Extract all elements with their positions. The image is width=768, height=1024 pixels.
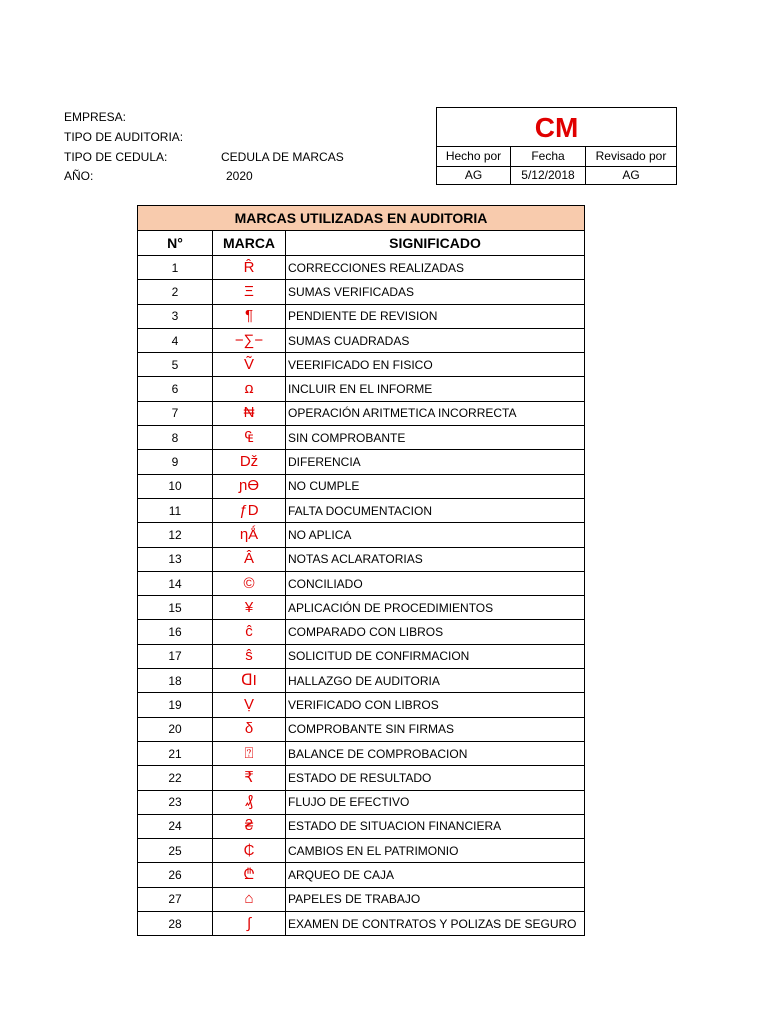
audit-mark-symbol: ⌂ <box>213 887 286 911</box>
audit-mark-symbol: −∑− <box>213 328 286 352</box>
row-number: 12 <box>138 523 213 547</box>
table-row <box>138 814 585 838</box>
row-number: 5 <box>138 353 213 377</box>
table-row <box>138 280 585 304</box>
audit-mark-symbol: ₵ <box>213 839 286 863</box>
anio-value: 2020 <box>226 169 253 183</box>
audit-mark-symbol: δ <box>213 717 286 741</box>
mark-meaning: EXAMEN DE CONTRATOS Y POLIZAS DE SEGURO <box>286 912 585 936</box>
audit-mark-symbol: ₰ <box>213 790 286 814</box>
table-row <box>138 547 585 571</box>
row-number: 15 <box>138 596 213 620</box>
row-number: 16 <box>138 620 213 644</box>
table-title: MARCAS UTILIZADAS EN AUDITORIA <box>138 206 585 231</box>
mark-meaning: PENDIENTE DE REVISION <box>286 304 585 328</box>
mark-meaning: APLICACIÓN DE PROCEDIMIENTOS <box>286 596 585 620</box>
mark-meaning: VEERIFICADO EN FISICO <box>286 353 585 377</box>
mark-meaning: SOLICITUD DE CONFIRMACION <box>286 644 585 668</box>
table-row <box>138 790 585 814</box>
marks-table <box>137 205 585 936</box>
mark-meaning: NO CUMPLE <box>286 474 585 498</box>
table-row <box>138 644 585 668</box>
row-number: 7 <box>138 401 213 425</box>
row-number: 13 <box>138 547 213 571</box>
hecho-por-value: AG <box>464 168 483 182</box>
table-row <box>138 304 585 328</box>
row-number: 22 <box>138 766 213 790</box>
mark-meaning: VERIFICADO CON LIBROS <box>286 693 585 717</box>
mark-meaning: PAPELES DE TRABAJO <box>286 887 585 911</box>
row-number: 9 <box>138 450 213 474</box>
mark-meaning: SUMAS CUADRADAS <box>286 328 585 352</box>
row-number: 25 <box>138 839 213 863</box>
mark-meaning: ESTADO DE SITUACION FINANCIERA <box>286 814 585 838</box>
tipo-auditoria-label: TIPO DE AUDITORIA: <box>64 130 184 144</box>
mark-meaning: BALANCE DE COMPROBACION <box>286 741 585 765</box>
row-number: 21 <box>138 741 213 765</box>
table-row <box>138 717 585 741</box>
mark-meaning: CAMBIOS EN EL PATRIMONIO <box>286 839 585 863</box>
audit-mark-symbol: R̂ <box>213 256 286 280</box>
row-number: 6 <box>138 377 213 401</box>
table-row <box>138 401 585 425</box>
table-row <box>138 426 585 450</box>
table-row <box>138 377 585 401</box>
fecha-value: 5/12/2018 <box>510 167 585 184</box>
mark-meaning: CORRECCIONES REALIZADAS <box>286 256 585 280</box>
revisado-por-value: AG <box>585 167 676 184</box>
row-number: 28 <box>138 912 213 936</box>
mark-meaning: FLUJO DE EFECTIVO <box>286 790 585 814</box>
row-number: 18 <box>138 669 213 693</box>
table-row <box>138 596 585 620</box>
table-row <box>138 741 585 765</box>
audit-mark-symbol: ƞǺ <box>213 523 286 547</box>
table-row <box>138 328 585 352</box>
audit-mark-symbol: Ṽ <box>213 353 286 377</box>
row-number: 27 <box>138 887 213 911</box>
mark-meaning: DIFERENCIA <box>286 450 585 474</box>
audit-mark-symbol: ĉ <box>213 620 286 644</box>
row-number: 23 <box>138 790 213 814</box>
row-number: 4 <box>138 328 213 352</box>
table-title-row <box>138 206 585 231</box>
mark-meaning: NOTAS ACLARATORIAS <box>286 547 585 571</box>
audit-mark-symbol: ᗡI <box>213 669 286 693</box>
table-row <box>138 474 585 498</box>
mark-meaning: ESTADO DE RESULTADO <box>286 766 585 790</box>
row-number: 19 <box>138 693 213 717</box>
audit-mark-symbol: ŝ <box>213 644 286 668</box>
tipo-cedula-label: TIPO DE CEDULA: <box>64 150 168 164</box>
audit-mark-symbol: Ξ <box>213 280 286 304</box>
col-header-marca: MARCA <box>213 231 286 256</box>
mark-meaning: INCLUIR EN EL INFORME <box>286 377 585 401</box>
audit-mark-symbol: ƒD <box>213 498 286 522</box>
row-number: 11 <box>138 498 213 522</box>
audit-mark-symbol: Â <box>213 547 286 571</box>
audit-mark-symbol: ¶ <box>213 304 286 328</box>
mark-meaning: NO APLICA <box>286 523 585 547</box>
tipo-cedula-value: CEDULA DE MARCAS <box>221 150 344 164</box>
mark-meaning: HALLAZGO DE AUDITORIA <box>286 669 585 693</box>
cm-title: CM <box>534 112 579 143</box>
table-row <box>138 620 585 644</box>
empresa-label: EMPRESA: <box>64 110 127 124</box>
table-row <box>138 912 585 936</box>
mark-meaning: SUMAS VERIFICADAS <box>286 280 585 304</box>
table-row <box>138 450 585 474</box>
fecha-label: Fecha <box>510 147 585 166</box>
audit-mark-symbol: ₦ <box>213 401 286 425</box>
mark-meaning: SIN COMPROBANTE <box>286 426 585 450</box>
mark-meaning: FALTA DOCUMENTACION <box>286 498 585 522</box>
table-row <box>138 571 585 595</box>
col-header-significado: SIGNIFICADO <box>286 231 585 256</box>
audit-mark-symbol: ∫ <box>213 912 286 936</box>
table-row <box>138 669 585 693</box>
audit-mark-symbol: ₴ <box>213 814 286 838</box>
cm-header-row <box>437 146 676 166</box>
table-row <box>138 498 585 522</box>
row-number: 1 <box>138 256 213 280</box>
row-number: 26 <box>138 863 213 887</box>
audit-mark-symbol: ₹ <box>213 766 286 790</box>
audit-mark-symbol: ¥ <box>213 596 286 620</box>
row-number: 14 <box>138 571 213 595</box>
row-number: 3 <box>138 304 213 328</box>
audit-mark-symbol: ɲϴ <box>213 474 286 498</box>
table-row <box>138 863 585 887</box>
revisado-por-label: Revisado por <box>585 147 676 166</box>
row-number: 17 <box>138 644 213 668</box>
table-row <box>138 839 585 863</box>
table-row <box>138 766 585 790</box>
hecho-por-label: Hecho por <box>445 149 502 163</box>
row-number: 20 <box>138 717 213 741</box>
row-number: 2 <box>138 280 213 304</box>
table-row <box>138 353 585 377</box>
anio-label: AÑO: <box>64 169 94 183</box>
mark-meaning: OPERACIÓN ARITMETICA INCORRECTA <box>286 401 585 425</box>
cm-signoff-box <box>436 107 677 185</box>
cm-value-row <box>437 166 676 184</box>
row-number: 24 <box>138 814 213 838</box>
table-row <box>138 256 585 280</box>
mark-meaning: ARQUEO DE CAJA <box>286 863 585 887</box>
audit-mark-symbol: ₠ <box>213 426 286 450</box>
audit-mark-symbol: Dž <box>213 450 286 474</box>
mark-meaning: COMPARADO CON LIBROS <box>286 620 585 644</box>
row-number: 10 <box>138 474 213 498</box>
audit-mark-symbol: ⍰ <box>213 741 286 765</box>
table-row <box>138 523 585 547</box>
mark-meaning: COMPROBANTE SIN FIRMAS <box>286 717 585 741</box>
mark-meaning: CONCILIADO <box>286 571 585 595</box>
audit-mark-symbol: Ṿ <box>213 693 286 717</box>
audit-mark-symbol: ꭥ <box>213 377 286 401</box>
audit-mark-symbol: ₾ <box>213 863 286 887</box>
table-row <box>138 693 585 717</box>
audit-mark-symbol: © <box>213 571 286 595</box>
row-number: 8 <box>138 426 213 450</box>
table-row <box>138 887 585 911</box>
table-header-row <box>138 231 585 256</box>
col-header-number: N° <box>138 231 213 256</box>
